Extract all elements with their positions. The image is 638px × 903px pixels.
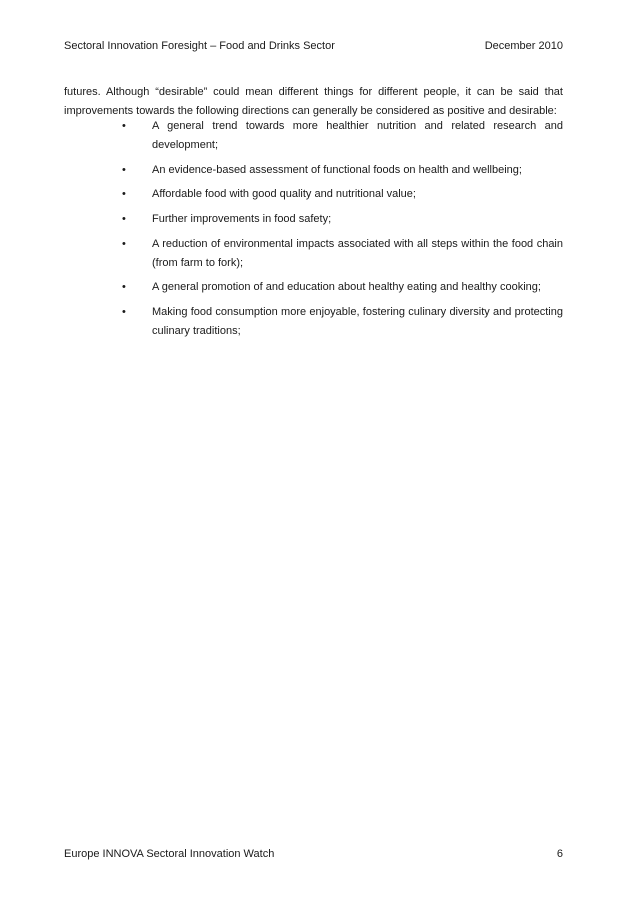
page-number: 6 [556, 848, 563, 860]
bullet-icon: • [122, 281, 126, 294]
list-item-text: A reduction of environmental impacts associated with all steps within the food chain (from farm to fork); [152, 237, 563, 269]
list-item-text: Affordable food with good quality and nutritional value; [152, 188, 416, 201]
header-title: Sectoral Innovation Foresight – Food and Drinks Sector [64, 40, 335, 52]
list-item [64, 278, 563, 297]
page-header [64, 40, 563, 56]
list-item [64, 185, 563, 204]
footer-publication: Europe INNOVA Sectoral Innovation Watch [64, 848, 275, 860]
list-item-text: A general promotion of and education about healthy eating and healthy cooking; [152, 281, 541, 294]
bullet-icon: • [122, 188, 126, 201]
page-footer [64, 848, 563, 864]
list-item-text: Further improvements in food safety; [152, 213, 332, 226]
bullet-icon: • [122, 237, 126, 250]
list-item-text: An evidence-based assessment of functional foods on health and wellbeing; [152, 163, 522, 176]
bullet-icon: • [122, 213, 126, 226]
list-item-text: Making food consumption more enjoyable, fostering culinary diversity and protecting culinary traditions; [152, 306, 563, 338]
list-item [64, 117, 563, 155]
bullet-icon: • [122, 306, 126, 319]
header-date: December 2010 [484, 40, 563, 52]
bullet-icon: • [122, 120, 126, 132]
list-item [64, 210, 563, 229]
list-item [64, 235, 563, 273]
list-item [64, 161, 563, 180]
list-item [64, 303, 563, 341]
bullet-icon: • [122, 163, 126, 176]
body-paragraph: futures. Although “desirable” could mean different things for different people, it can be said that improvements towards the following directions can generally be considered as positive and desirable: [64, 86, 563, 117]
list-item-text: A general trend towards more healthier nutrition and related research and development; [152, 120, 563, 151]
bullet-list [64, 117, 563, 347]
